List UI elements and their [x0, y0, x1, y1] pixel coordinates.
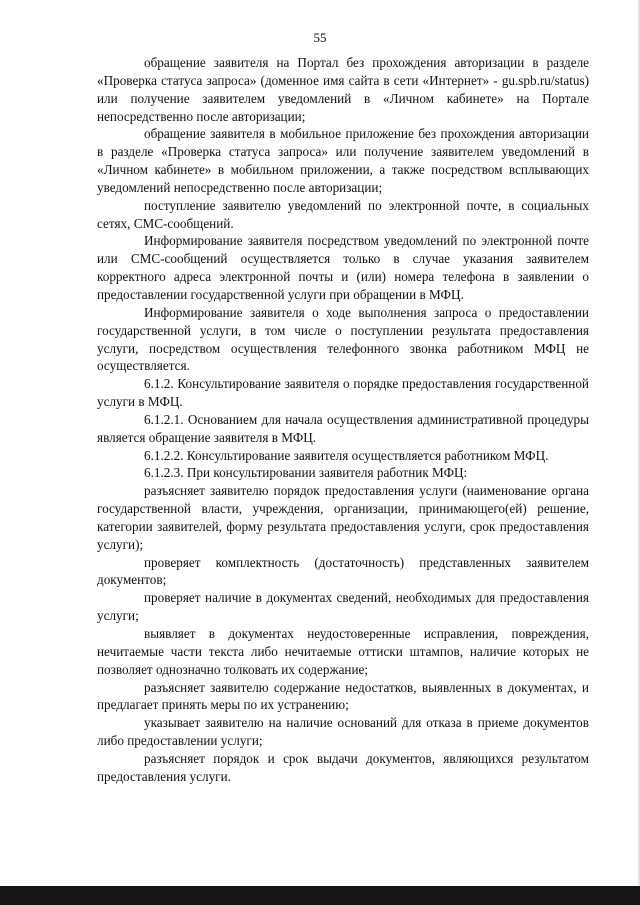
section-6-1-2-3: 6.1.2.3. При консультировании заявителя работник МФЦ: — [144, 465, 468, 481]
list-item-issue-procedure: разъясняет порядок и срок выдачи документов, являющихся результатом предоставления услуги. — [97, 750, 589, 784]
list-item-refusal-grounds: указывает заявителю на наличие оснований для отказа в приеме документов либо предоставлении услуги; — [97, 715, 589, 749]
section-6-1-2: 6.1.2. Консультирование заявителя о порядке предоставления государственной услуги в МФЦ. — [97, 376, 589, 410]
section-6-1-2-1: 6.1.2.1. Основанием для начала осуществления административной процедуры является обращение заявителя в МФЦ. — [97, 411, 589, 445]
page-number: 55 — [313, 30, 327, 45]
paragraph-portal-status: обращение заявителя на Портал без прохождения авторизации в разделе «Проверка статуса запроса» (доменное имя сайта в сети «Интернет» - gu.spb.ru/status) или получение заявителем уведомлений в «Личном кабинете» на Портале непосредственно после авторизации; — [97, 55, 589, 124]
list-item-checks-completeness: проверяет комплектность (достаточность) представленных заявителем документов; — [97, 554, 589, 588]
list-item-explains-deficiencies: разъясняет заявителю содержание недостатков, выявленных в документах, и предлагает принять меры по их устранению; — [97, 679, 589, 713]
list-item-explains-procedure: разъясняет заявителю порядок предоставления услуги (наименование органа государственной власти, учреждения, организации, принимающего(ей) решение, категории заявителей, форму результата предоставления услуги, срок предоставления услуги); — [97, 483, 589, 552]
section-6-1-2-2: 6.1.2.2. Консультирование заявителя осуществляется работником МФЦ. — [144, 447, 549, 463]
paragraph-notification-conditions: Информирование заявителя посредством уведомлений по электронной почте или СМС-сообщений осуществляется только в случае указания заявителем корректного адреса электронной почты и (или) номера телефона в заявлении о предоставлении государственной услуги при обращении в МФЦ. — [97, 233, 589, 302]
paragraph-mobile-app: обращение заявителя в мобильное приложение без прохождения авторизации в разделе «Проверка статуса запроса» или получение заявителем уведомлений в «Личном кабинете» в мобильном приложении, а также посредством всплывающих уведомлений непосредственно после авторизации; — [97, 126, 589, 195]
scan-bottom-border — [0, 886, 640, 905]
paragraph-email-sms: поступление заявителю уведомлений по электронной почте, в социальных сетях, СМС-сообщений. — [97, 197, 589, 231]
list-item-checks-information: проверяет наличие в документах сведений, необходимых для предоставления услуги; — [97, 590, 589, 624]
document-body — [97, 54, 589, 786]
paragraph-phone-not-used: Информирование заявителя о ходе выполнения запроса о предоставлении государственной услуги, в том числе о поступлении результата предоставления услуги, посредством осуществления телефонного звонка работником МФЦ не осуществляется. — [97, 304, 589, 374]
list-item-detects-corrections: выявляет в документах неудостоверенные исправления, повреждения, нечитаемые части текста либо нечитаемые оттиски штампов, наличие которых не позволяет однозначно толковать их содержание; — [97, 626, 589, 677]
